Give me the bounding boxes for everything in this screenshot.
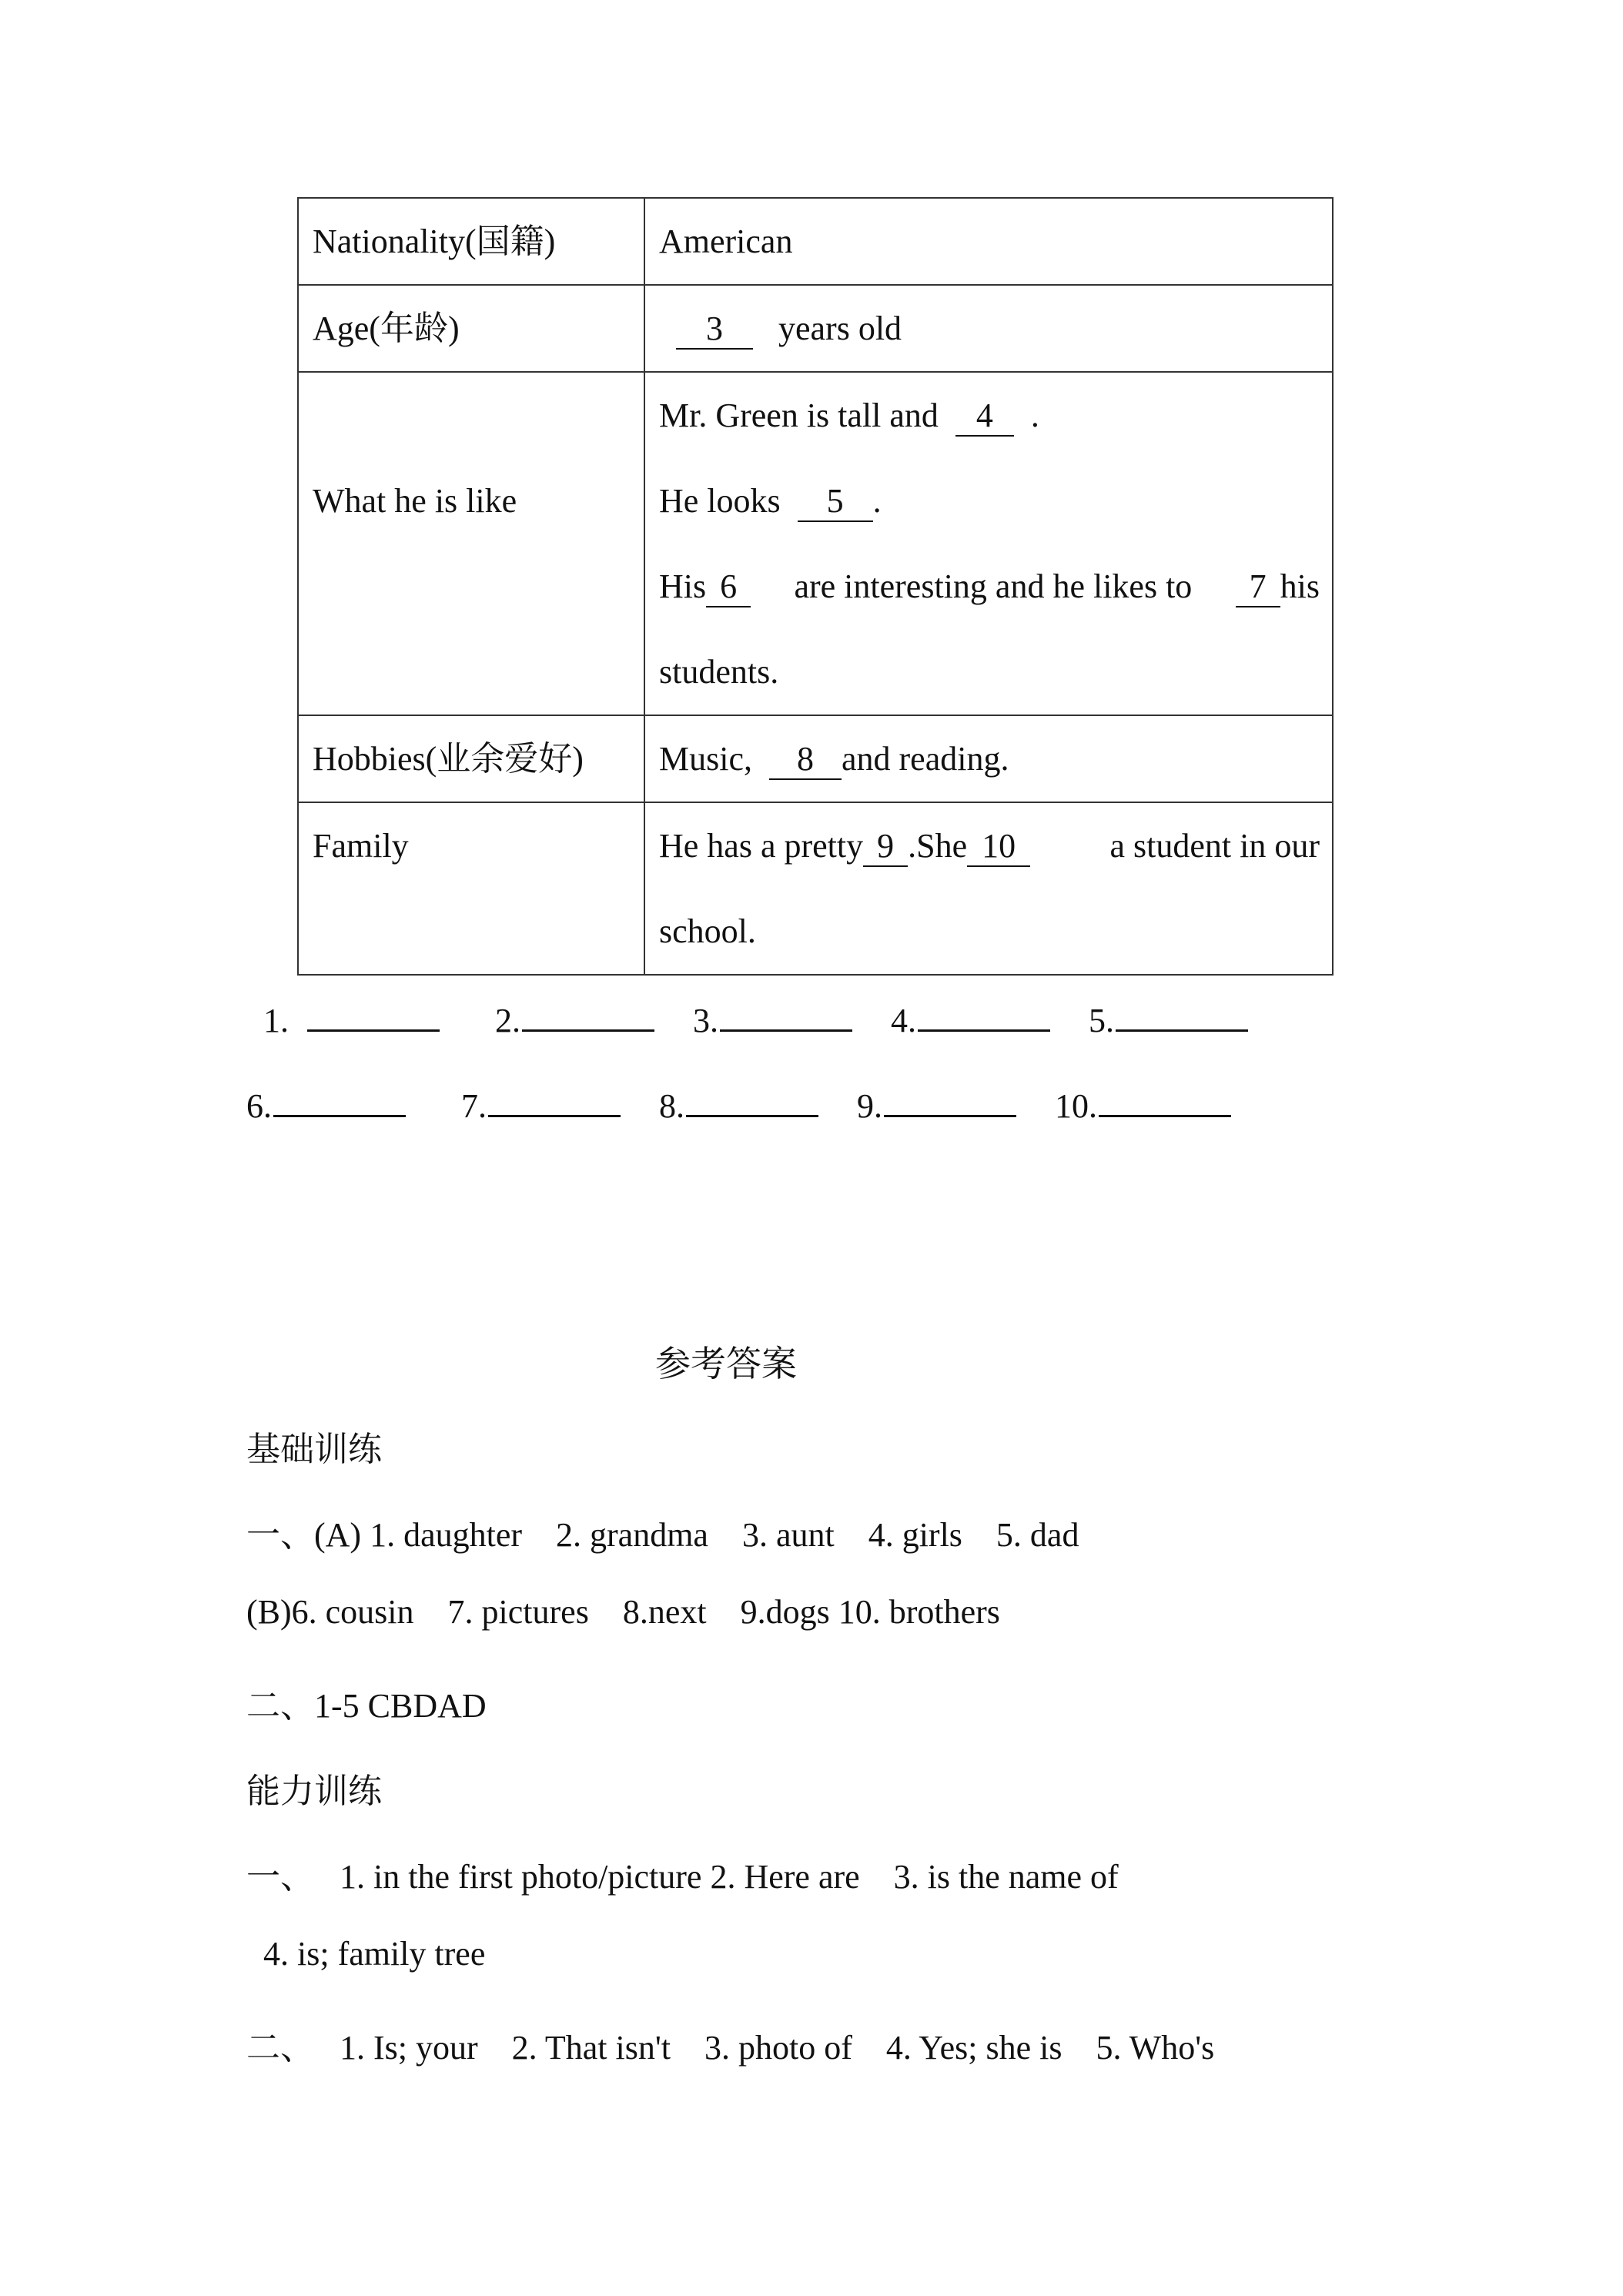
key-line: 二、 1. Is; your 2. That isn't 3. photo of 4. Yes; she is 5. Who's [246,2029,1215,2067]
row-label-nationality: Nationality(国籍) [298,198,644,285]
table-row [298,198,1333,285]
answer-item [693,1001,852,1040]
family-line-1 [659,803,1320,889]
answer-number: 7. [461,1087,487,1125]
family-a [659,803,1030,889]
blank-10: 10 [967,827,1030,867]
desc-line-1-end: . [1030,397,1039,434]
row-value-family [644,802,1333,975]
desc-line-1 [659,373,1320,458]
desc-line-3-end: his [1280,567,1320,605]
desc-line-2-text: He looks [659,482,781,520]
desc-line-3 [659,544,1320,629]
answer-number: 6. [246,1087,272,1125]
row-label-age: Age(年龄) [298,285,644,372]
answer-number: 2. [495,1002,520,1039]
answer-item [495,1001,654,1040]
table-row [298,715,1333,802]
answer-item [1089,1001,1248,1040]
answer-blank[interactable] [1116,1022,1248,1032]
answer-row-1 [246,1001,1401,1040]
what-he-is-like-label: What he is like [313,482,517,520]
family-pre: He has a pretty [659,827,864,865]
table-row [298,285,1333,372]
age-suffix: years old [778,310,902,347]
row-label-hobbies: Hobbies(业余爱好) [298,715,644,802]
info-table [297,197,1334,976]
row-value-what-he-is-like [644,372,1333,715]
answer-number: 10. [1055,1087,1097,1125]
hobbies-end: and reading. [842,740,1009,778]
blank-9: 9 [863,827,908,867]
answer-row-2 [246,1086,1401,1126]
family-post: a student in our [1109,827,1320,865]
row-value-hobbies [644,715,1333,802]
row-value-age [644,285,1333,372]
desc-line-1-text: Mr. Green is tall and [659,397,939,434]
section-basic-training: 基础训练 [246,1431,382,1468]
desc-line-3-mid: are interesting and he likes to [794,567,1193,605]
answer-blank[interactable] [1099,1107,1231,1117]
answer-blank[interactable] [884,1107,1016,1117]
answer-item [461,1086,621,1126]
answer-key-title: 参考答案 [655,1344,797,1384]
desc-line-2 [659,458,1320,544]
key-line: (B)6. cousin 7. pictures 8.next 9.dogs 10. brothers [246,1593,1000,1631]
answer-number: 5. [1089,1002,1114,1039]
section-ability-training: 能力训练 [246,1772,382,1810]
answer-number: 3. [693,1002,718,1039]
family-line-2: school. [659,912,756,950]
key-line: 一、 1. in the first photo/picture 2. Here are 3. is the name of [246,1858,1119,1896]
answer-item [246,1086,406,1126]
desc-line-2-end: . [872,482,882,520]
answer-blank[interactable] [273,1107,406,1117]
blank-7: 7 [1236,567,1280,607]
his-text: His [659,567,707,605]
blank-3: 3 [676,310,753,350]
answer-blank[interactable] [522,1022,654,1032]
row-label-what-he-is-like [298,372,644,715]
table-row [298,372,1333,715]
answer-blank[interactable] [686,1107,818,1117]
blank-8: 8 [769,740,842,780]
answer-number: 1. [263,1002,289,1039]
key-line: 二、1-5 CBDAD [246,1687,487,1725]
table-row [298,802,1333,975]
desc-line-4: students. [659,653,779,691]
row-label-family: Family [298,802,644,975]
answer-blank[interactable] [918,1022,1050,1032]
row-value-nationality: American [644,198,1333,285]
answer-number: 9. [857,1087,882,1125]
answer-blank[interactable] [307,1022,440,1032]
answer-number: 8. [659,1087,684,1125]
answer-item [263,1001,440,1040]
answer-item [1055,1086,1231,1126]
blank-6: 6 [706,567,751,607]
answer-blank[interactable] [488,1107,621,1117]
key-line: 4. is; family tree [246,1935,486,1973]
desc-line-3-a [659,544,751,629]
desc-line-3-b [1236,544,1320,629]
answer-number: 4. [891,1002,916,1039]
family-mid: .She [908,827,968,865]
hobbies-text: Music, [659,740,752,778]
answer-item [857,1086,1016,1126]
answer-item [891,1001,1050,1040]
answer-item [659,1086,818,1126]
answer-blank[interactable] [720,1022,852,1032]
blank-5: 5 [798,482,873,522]
key-line: 一、(A) 1. daughter 2. grandma 3. aunt 4. girls 5. dad [246,1516,1079,1554]
blank-4: 4 [955,397,1014,437]
